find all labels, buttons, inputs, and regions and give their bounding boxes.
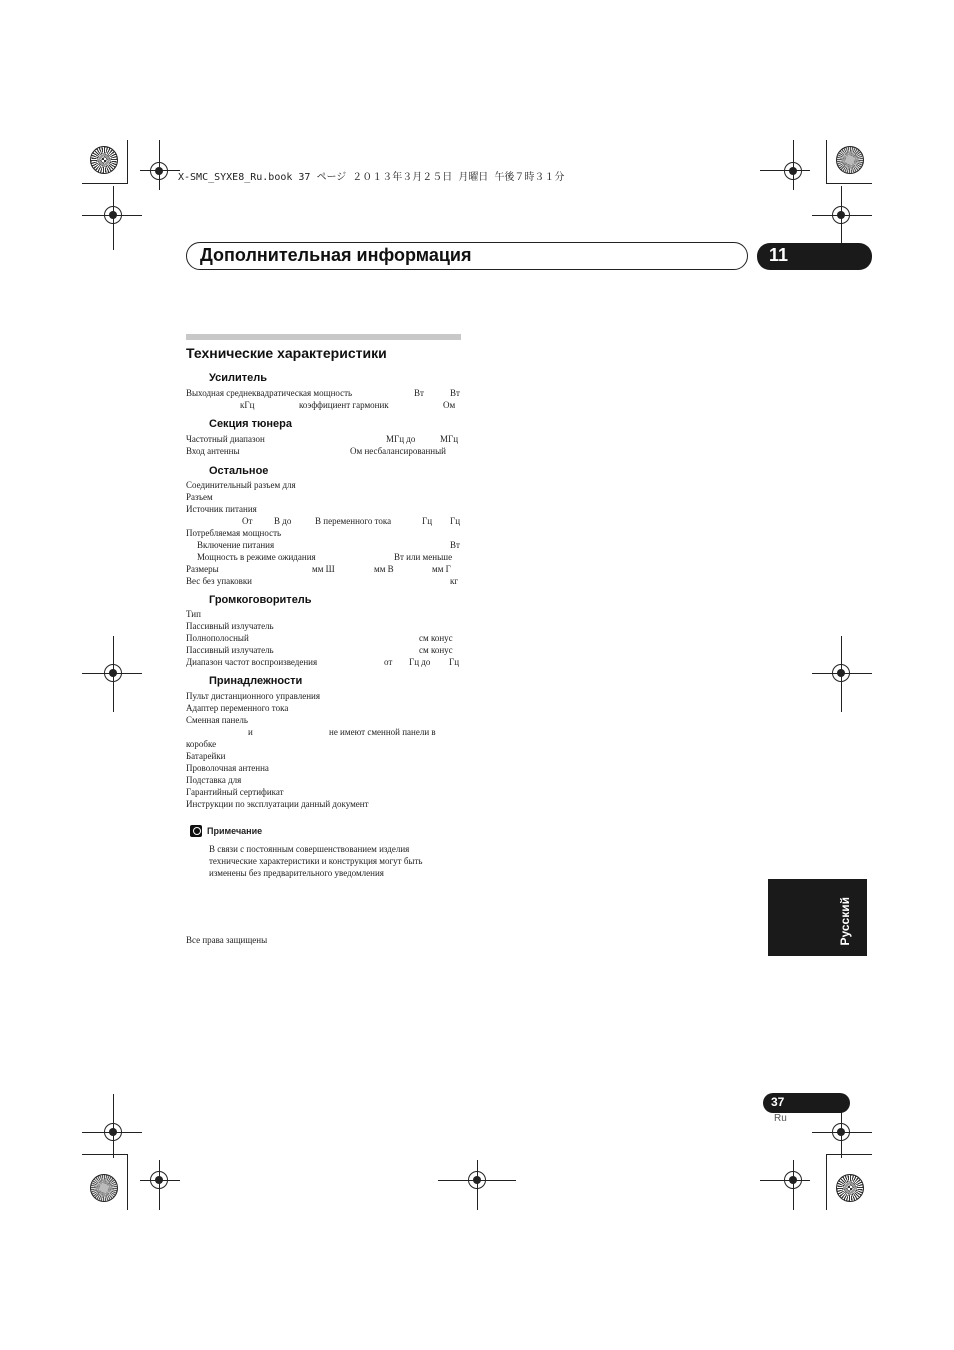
spec-value: Ом	[443, 400, 456, 410]
spec-value: мм Ш	[312, 564, 335, 574]
print-header: X-SMC_SYXE8_Ru.book 37 ページ ２０１３年３月２５日 月曜日 午後７時３１分	[178, 172, 565, 183]
spec-value: см конус	[419, 633, 453, 643]
spec-line	[186, 575, 461, 587]
spec-value: не имеют сменной панели в	[329, 727, 436, 737]
spec-value: коэффициент гармоник	[299, 400, 389, 410]
spec-subheading-amplifier: Усилитель	[209, 372, 268, 384]
spec-value: см конус	[419, 645, 453, 655]
spec-line: Источник питания	[186, 504, 257, 514]
spec-value: Гц до	[409, 657, 431, 667]
spec-subheading-accessories: Принадлежности	[209, 675, 303, 687]
spec-value: Частотный диапазон	[186, 434, 265, 444]
spec-line	[186, 563, 461, 575]
spec-value: Пассивный излучатель	[186, 645, 274, 655]
note-line: технические характеристики и конструкция могут быть	[209, 856, 423, 866]
spec-subheading-misc: Остальное	[209, 465, 269, 477]
spec-value: Гц	[422, 516, 433, 526]
section-divider	[186, 334, 461, 340]
spec-value: Вт	[450, 388, 460, 398]
spec-line	[186, 515, 461, 527]
spec-line: Проволочная антенна	[186, 763, 269, 773]
chapter-number: 11	[769, 245, 789, 265]
spec-value: Гц	[449, 657, 460, 667]
spec-value: Выходная среднеквадратическая мощность	[186, 388, 353, 398]
spec-line	[186, 644, 461, 656]
spec-line	[186, 656, 461, 668]
spec-value: кг	[450, 576, 459, 586]
rosette-icon	[90, 1174, 118, 1202]
language-tab	[768, 879, 867, 956]
spec-value: Вт	[414, 388, 424, 398]
spec-line	[186, 387, 461, 399]
spec-line: Батарейки	[186, 751, 226, 761]
spec-value: мм В	[374, 564, 394, 574]
spec-value: кГц	[240, 400, 255, 410]
page-number: 37	[771, 1095, 785, 1109]
rosette-icon	[90, 146, 118, 174]
spec-line	[186, 433, 461, 445]
spec-line: Пульт дистанционного управления	[186, 691, 320, 701]
page-language: Ru	[774, 1113, 787, 1124]
spec-value: МГц до	[386, 434, 416, 444]
note-line: изменены без предварительного уведомления	[209, 868, 384, 878]
note-label: Примечание	[207, 826, 263, 836]
spec-line	[186, 726, 461, 738]
chapter-number-badge	[757, 243, 872, 270]
rosette-icon	[836, 146, 864, 174]
language-tab-label: Русский	[838, 897, 852, 946]
spec-value: МГц	[440, 434, 459, 444]
spec-line	[186, 445, 461, 457]
note-icon	[190, 825, 202, 837]
spec-value: Включение питания	[197, 540, 275, 550]
spec-subheading-speaker: Громкоговоритель	[209, 594, 312, 606]
spec-value: Вт	[450, 540, 460, 550]
spec-line: Инструкции по эксплуатации данный документ	[186, 799, 369, 809]
spec-value: Гц	[450, 516, 461, 526]
spec-value: В переменного тока	[315, 516, 392, 526]
spec-value: и	[248, 727, 253, 737]
spec-value: Размеры	[186, 564, 219, 574]
spec-line: Тип	[186, 609, 201, 619]
spec-line	[186, 539, 461, 551]
rosette-icon	[836, 1174, 864, 1202]
chapter-title: Дополнительная информация	[200, 245, 472, 265]
spec-subheading-tuner: Секция тюнера	[209, 418, 292, 430]
section-title: Технические характеристики	[186, 345, 387, 361]
spec-line: Соединительный разъем для	[186, 480, 296, 490]
spec-value: Мощность в режиме ожидания	[197, 552, 316, 562]
spec-line: Потребляемая мощность	[186, 528, 282, 538]
spec-line	[186, 632, 461, 644]
note-line: В связи с постоянным совершенствованием изделия	[209, 844, 410, 854]
spec-line	[186, 399, 461, 411]
spec-line: Адаптер переменного тока	[186, 703, 289, 713]
spec-line: Пассивный излучатель	[186, 621, 274, 631]
spec-value: Вт или меньше	[394, 552, 453, 562]
spec-value: Вход антенны	[186, 446, 240, 456]
spec-line	[186, 551, 461, 563]
spec-line: Гарантийный сертификат	[186, 787, 284, 797]
spec-value: мм Г	[432, 564, 451, 574]
spec-value: В до	[274, 516, 292, 526]
spec-line: коробке	[186, 739, 217, 749]
spec-value: От	[242, 516, 253, 526]
spec-value: Полнополосный	[186, 633, 249, 643]
spec-line: Подставка для	[186, 775, 242, 785]
spec-value: от	[384, 657, 393, 667]
page-number-badge	[763, 1093, 850, 1113]
spec-value: Ом несбалансированный	[350, 446, 446, 456]
spec-value: Вес без упаковки	[186, 576, 253, 586]
copyright: Все права защищены	[186, 935, 268, 945]
spec-line: Разъем	[186, 492, 213, 502]
spec-value: Диапазон частот воспроизведения	[186, 657, 318, 667]
spec-line: Сменная панель	[186, 715, 248, 725]
